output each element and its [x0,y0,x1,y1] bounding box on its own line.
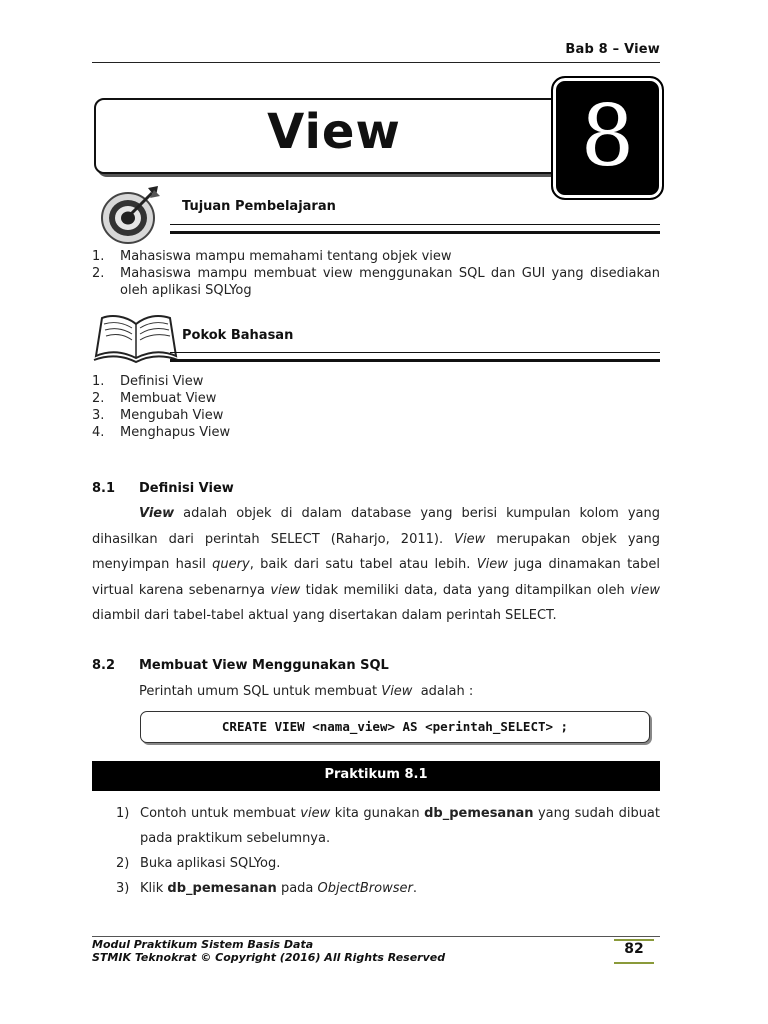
list-item: 4. Menghapus View [92,425,231,440]
list-item: 3) Klik db_pemesanan pada ObjectBrowser. [116,881,417,896]
open-book-icon [92,312,180,364]
create-view-syntax: CREATE VIEW <nama_view> AS <perintah_SELECT> ; [221,719,569,734]
header-rule [92,62,660,63]
page-number-rule-bottom [614,962,654,964]
chapter-number: 8 [580,87,635,185]
praktikum-title: Praktikum 8.1 [324,767,428,782]
objectives-list [92,248,660,299]
list-item: 2) Buka aplikasi SQLYog. [116,856,281,871]
list-item: 2. Membuat View [92,391,217,406]
list-item: 2. Mahasiswa mampu membuat view menggunakan SQL dan GUI yang disediakan oleh aplikasi SQLYog [92,266,660,298]
definition-paragraph: View adalah objek di dalam database yang berisi kumpulan kolom yang dihasilkan dari perintah SELECT (Raharjo, 2011). View merupakan objek yang menyimpan hasil query, baik dari satu tabel atau lebih. View juga dinamakan tabel virtual karena sebenarnya view tidak memiliki data, data yang ditampilkan oleh view diambil dari tabel-tabel aktual yang disertakan dalam perintah SELECT. [92,506,660,623]
list-item: 3. Mengubah View [92,408,224,423]
topics-list [92,373,392,441]
list-item: 1. Mahasiswa mampu memahami tentang objek view [92,249,452,264]
target-icon [98,184,162,246]
sql-intro-text: Perintah umum SQL untuk membuat View adalah : [139,684,474,699]
list-item: 1) Contoh untuk membuat view kita gunakan db_pemesanan yang sudah dibuat pada praktikum sebelumnya. [116,806,660,846]
topics-rule [170,352,660,362]
section-heading-8-1: 8.1 Definisi View [92,481,234,496]
objectives-heading: Tujuan Pembelajaran [182,199,336,214]
section-heading-8-2: 8.2 Membuat View Menggunakan SQL [92,658,389,673]
chapter-title: View [267,104,401,160]
footer-credit: Modul Praktikum Sistem Basis Data STMIK Teknokrat © Copyright (2016) All Rights Reserved [92,938,446,964]
praktikum-steps [116,801,660,901]
objectives-rule [170,224,660,234]
page-number: 82 [624,941,644,957]
topics-heading: Pokok Bahasan [182,328,294,343]
running-header: Bab 8 – View [565,42,660,57]
footer-rule [92,936,660,937]
list-item: 1. Definisi View [92,374,204,389]
